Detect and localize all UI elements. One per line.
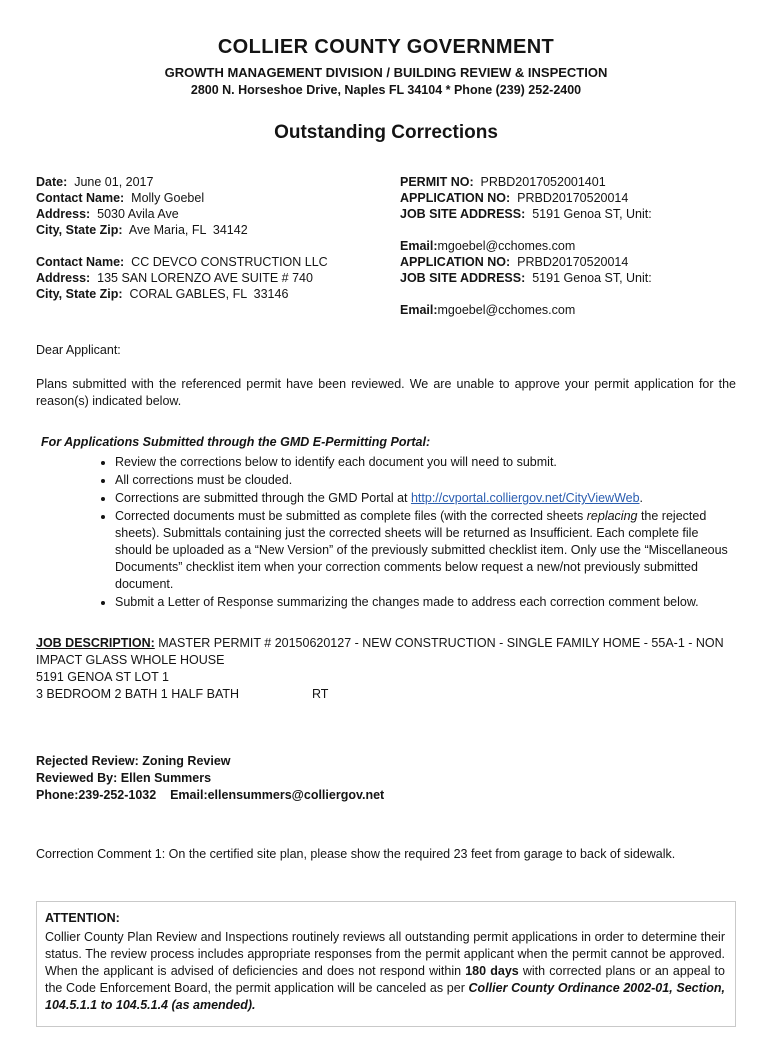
info-label: APPLICATION NO:: [400, 255, 511, 269]
info-cell-city-state-zip: [36, 222, 400, 238]
portal-heading: For Applications Submitted through the GMD E-Permitting Portal:: [41, 435, 431, 449]
rejected-review-line: Rejected Review: Zoning Review: [36, 754, 231, 768]
info-cell-email: [400, 302, 736, 318]
attention-text: with corrected plans or an appeal to the Code Enforcement Board, the permit application will be canceled as per: [45, 964, 725, 995]
division-line: GROWTH MANAGEMENT DIVISION / BUILDING REVIEW & INSPECTION: [164, 65, 608, 80]
portal-bullet-item: [115, 454, 736, 471]
info-cell-application-no: [400, 254, 736, 270]
info-value: mgoebel@cchomes.com: [437, 303, 576, 317]
bullet-text-italic: replacing: [586, 509, 638, 523]
info-label: City, State Zip:: [36, 223, 123, 237]
info-cell-permit-no: [400, 174, 736, 190]
info-cell-address: [36, 206, 400, 222]
info-value: 135 SAN LORENZO AVE SUITE # 740: [90, 271, 313, 285]
info-label: Contact Name:: [36, 255, 125, 269]
document-title: Outstanding Corrections: [274, 122, 498, 143]
intro-paragraph: Plans submitted with the referenced permit have been reviewed. We are unable to approve your permit application for the reason(s) indicated below.: [36, 377, 736, 408]
info-cell-empty: [400, 222, 736, 238]
job-description-line: [36, 635, 736, 669]
correction-comment: Correction Comment 1: On the certified site plan, please show the required 23 feet from garage to back of sidewalk.: [36, 847, 676, 861]
info-cell-contact-name: [36, 190, 400, 206]
salutation: Dear Applicant:: [36, 343, 121, 357]
info-label: PERMIT NO:: [400, 175, 474, 189]
portal-bullet-item: [115, 472, 736, 489]
reviewed-by-line: Reviewed By: Ellen Summers: [36, 771, 212, 785]
letterhead: [36, 36, 736, 144]
info-label: Address:: [36, 271, 91, 285]
info-value: 5191 Genoa ST, Unit:: [525, 271, 652, 285]
job-description-label: JOB DESCRIPTION:: [36, 636, 155, 650]
info-value: June 01, 2017: [67, 175, 154, 189]
info-value: CC DEVCO CONSTRUCTION LLC: [124, 255, 328, 269]
bullet-text: All corrections must be clouded.: [115, 473, 293, 487]
info-value: CORAL GABLES, FL 33146: [122, 287, 289, 301]
rejected-review-block: [36, 753, 736, 804]
attention-title: ATTENTION:: [45, 911, 120, 925]
info-label: JOB SITE ADDRESS:: [400, 271, 526, 285]
info-label: Date:: [36, 175, 68, 189]
info-value: 5191 Genoa ST, Unit:: [525, 207, 652, 221]
bullet-text: Corrections are submitted through the GMD Portal at: [115, 491, 411, 505]
portal-bullet-list: [36, 454, 736, 611]
info-cell-empty: [36, 238, 400, 254]
job-site-line: 5191 GENOA ST LOT 1: [36, 670, 169, 684]
job-rooms-line: 3 BEDROOM 2 BATH 1 HALF BATH RT: [36, 687, 329, 701]
info-label: Contact Name:: [36, 191, 125, 205]
info-cell-date: [36, 174, 400, 190]
org-name: COLLIER COUNTY GOVERNMENT: [217, 36, 555, 58]
reviewer-phone-email-line: Phone:239-252-1032 Email:ellensummers@colliergov.net: [36, 788, 385, 802]
info-label: APPLICATION NO:: [400, 191, 511, 205]
attention-body: [45, 929, 725, 1014]
info-cell-empty: [400, 286, 736, 302]
job-description-text: MASTER PERMIT # 20150620127 - NEW CONSTRUCTION - SINGLE FAMILY HOME - 55A-1 - NON IMPACT GLASS WHOLE HOUSE: [36, 636, 724, 667]
info-cell-job-site-address: [400, 270, 736, 286]
attention-box: [36, 901, 736, 1027]
attention-text: Collier County Plan Review and Inspections routinely reviews all outstanding permit applications in order to determine their status. The review process includes appropriate responses from the permit applicant when the permit cannot be approved. When the applicant is advised of deficiencies and does not respond within: [45, 930, 725, 978]
bullet-text: Corrected documents must be submitted as complete files (with the corrected sheets: [115, 509, 587, 523]
attention-text-bold: 180 days: [465, 964, 519, 978]
info-value: mgoebel@cchomes.com: [437, 239, 576, 253]
portal-bullet-item: [115, 508, 736, 593]
info-cell-application-no: [400, 190, 736, 206]
bullet-text: Review the corrections below to identify each document you will need to submit.: [115, 455, 557, 469]
portal-bullet-item: [115, 594, 736, 611]
info-value: PRBD20170520014: [510, 191, 629, 205]
info-label: City, State Zip:: [36, 287, 123, 301]
info-cell-empty: [36, 302, 400, 318]
info-cell-email: [400, 238, 736, 254]
bullet-text: .: [639, 491, 644, 505]
bullet-text: the rejected sheets). Submittals containing just the corrected sheets will be returned as Insufficient. Each complete file should be uploaded as a “New Version” of the previously submitted checklist item. Only use the “Miscellaneous Documents” checklist item when your correction comments below request a new/not previously submitted document.: [115, 509, 728, 591]
info-cell-job-site-address: [400, 206, 736, 222]
info-cell-city-state-zip: [36, 286, 400, 302]
portal-link[interactable]: http://cvportal.colliergov.net/CityViewWeb: [410, 491, 640, 505]
info-label: Email:: [400, 303, 438, 317]
info-cell-address: [36, 270, 400, 286]
info-value: Ave Maria, FL 34142: [122, 223, 248, 237]
info-value: Molly Goebel: [124, 191, 205, 205]
info-label: Address:: [36, 207, 91, 221]
job-description-section: [36, 635, 736, 703]
info-value: PRBD20170520014: [510, 255, 629, 269]
attention-text-bold-italic: Collier County Ordinance 2002-01, Section, 104.5.1.1 to 104.5.1.4 (as amended).: [45, 981, 725, 1012]
info-label: Email:: [400, 239, 438, 253]
bullet-text: Submit a Letter of Response summarizing the changes made to address each correction comment below.: [115, 595, 699, 609]
info-value: PRBD2017052001401: [473, 175, 606, 189]
info-label: JOB SITE ADDRESS:: [400, 207, 526, 221]
info-grid: [36, 174, 736, 318]
info-cell-contact-name: [36, 254, 400, 270]
info-value: 5030 Avila Ave: [90, 207, 179, 221]
portal-bullet-item: [115, 490, 736, 507]
address-phone-line: 2800 N. Horseshoe Drive, Naples FL 34104 * Phone (239) 252-2400: [190, 83, 582, 97]
portal-instructions: [36, 434, 736, 611]
